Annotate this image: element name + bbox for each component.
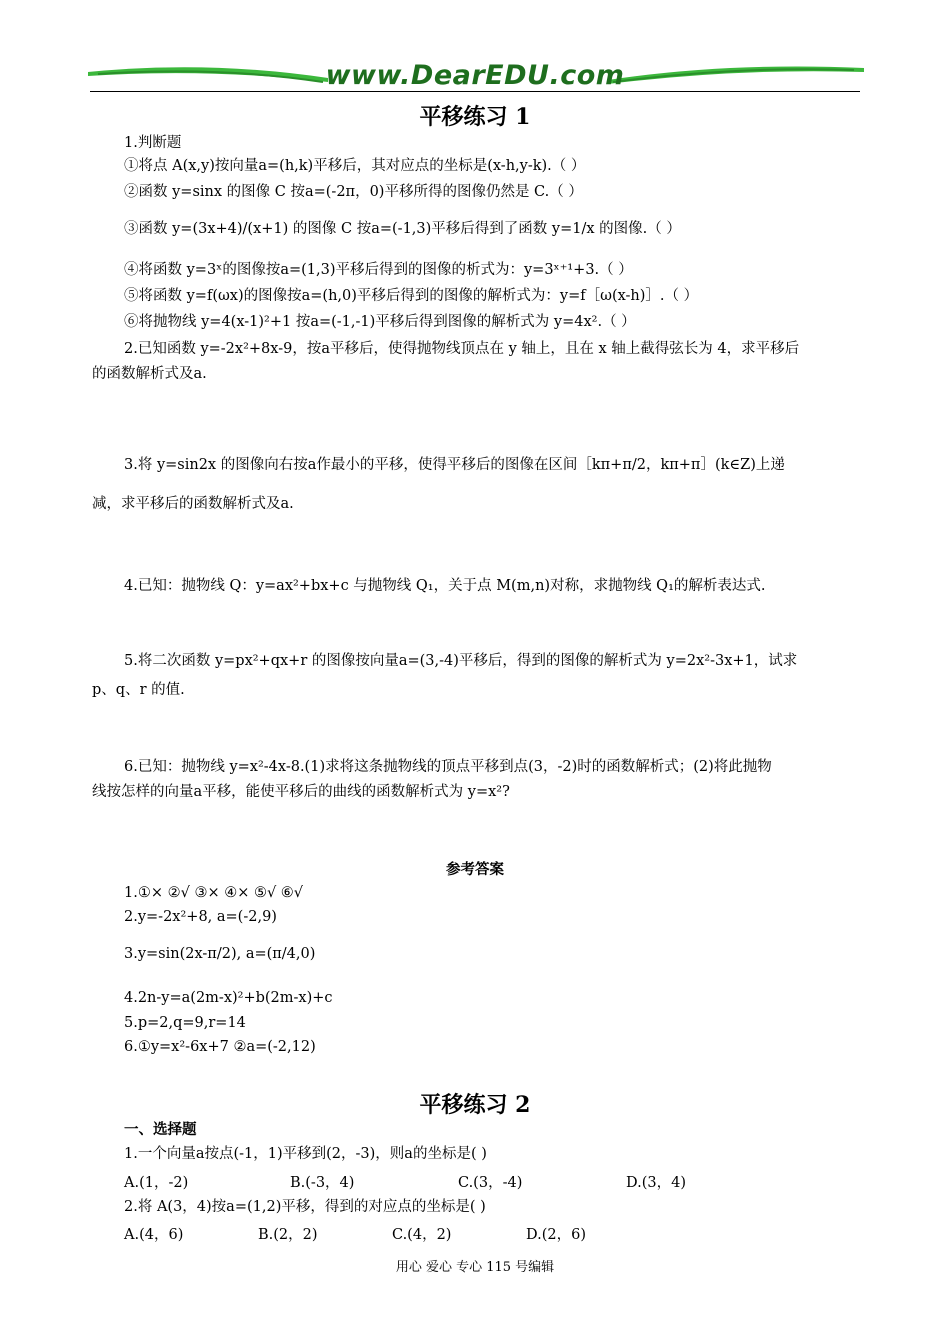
answer-4: 4.2n-y=a(2m-x)²+b(2m-x)+c (124, 990, 333, 1006)
s2-q2-option-d: D.(2，6) (526, 1227, 586, 1243)
sheet2-title: 平移练习 2 (419, 1092, 531, 1118)
q5-line-1: 5.将二次函数 y=px²+qx+r 的图像按向量a=(3,-4)平移后，得到的图像的解析式为 y=2x²-3x+1，试求 (124, 653, 798, 669)
s2-q2-option-c: C.(4，2) (392, 1227, 452, 1243)
q5-line-2: p、q、r 的值. (92, 682, 185, 698)
header-rule (90, 91, 860, 92)
answers-title: 参考答案 (446, 861, 504, 878)
page-footer: 用心 爱心 专心 115 号编辑 (395, 1260, 555, 1275)
section-heading: 一、选择题 (124, 1121, 197, 1138)
q1-item-5: ⑤将函数 y=f(ωx)的图像按a=(h,0)平移后得到的图像的解析式为：y=f［ω(x-h)］.（ ） (124, 288, 699, 304)
s2-q2: 2.将 A(3，4)按a=(1,2)平移，得到的对应点的坐标是( ) (124, 1199, 486, 1215)
answer-6: 6.①y=x²-6x+7 ②a=(-2,12) (124, 1039, 316, 1055)
q4-line: 4.已知：抛物线 Q：y=ax²+bx+c 与抛物线 Q₁，关于点 M(m,n)对称，求抛物线 Q₁的解析表达式. (124, 578, 766, 594)
q1-item-4: ④将函数 y=3ˣ的图像按a=(1,3)平移后得到的图像的析式为：y=3ˣ⁺¹+3.（ ） (124, 262, 633, 278)
s2-q2-option-a: A.(4，6) (124, 1227, 184, 1243)
s2-q1-option-c: C.(3，-4) (458, 1175, 523, 1191)
s2-q2-option-b: B.(2，2) (258, 1227, 318, 1243)
q1-item-6: ⑥将抛物线 y=4(x-1)²+1 按a=(-1,-1)平移后得到图像的解析式为 y=4x².（ ） (124, 314, 636, 330)
s2-q1-option-a: A.(1，-2) (124, 1175, 189, 1191)
answer-3: 3.y=sin(2x-π/2), a=(π/4,0) (124, 946, 316, 962)
s2-q1-option-b: B.(-3，4) (290, 1175, 355, 1191)
q6-line-2: 线按怎样的向量a平移，能使平移后的曲线的函数解析式为 y=x²? (92, 784, 510, 800)
answer-5: 5.p=2,q=9,r=14 (124, 1015, 246, 1031)
q2-line-2: 的函数解析式及a. (92, 366, 207, 382)
q1-item-2: ②函数 y=sinx 的图像 C 按a=(-2π，0)平移所得的图像仍然是 C.（ ） (124, 184, 583, 200)
s2-q1-option-d: D.(3，4) (626, 1175, 686, 1191)
q2-line-1: 2.已知函数 y=-2x²+8x-9，按a平移后，使得抛物线顶点在 y 轴上，且在 x 轴上截得弦长为 4，求平移后 (124, 341, 800, 357)
q1-item-1: ①将点 A(x,y)按向量a=(h,k)平移后，其对应点的坐标是(x-h,y-k).（ ） (124, 158, 586, 174)
answer-1: 1.①× ②√ ③× ④× ⑤√ ⑥√ (124, 885, 304, 901)
s2-q1: 1.一个向量a按点(-1，1)平移到(2，-3)，则a的坐标是( ) (124, 1146, 487, 1162)
q1-heading: 1.判断题 (124, 135, 182, 151)
q6-line-1: 6.已知：抛物线 y=x²-4x-8.(1)求将这条抛物线的顶点平移到点(3，-2)时的函数解析式；(2)将此抛物 (124, 759, 772, 775)
q3-line-2: 减，求平移后的函数解析式及a. (92, 496, 294, 512)
q3-line-1: 3.将 y=sin2x 的图像向右按a作最小的平移，使得平移后的图像在区间［kπ+π/2，kπ+π］(k∈Z)上递 (124, 457, 785, 473)
answer-2: 2.y=-2x²+8, a=(-2,9) (124, 909, 277, 925)
q1-item-3: ③函数 y=(3x+4)/(x+1) 的图像 C 按a=(-1,3)平移后得到了函数 y=1/x 的图像.（ ） (124, 221, 681, 237)
sheet1-title: 平移练习 1 (419, 104, 531, 130)
site-logo: www.DearEDU.com (325, 60, 625, 91)
